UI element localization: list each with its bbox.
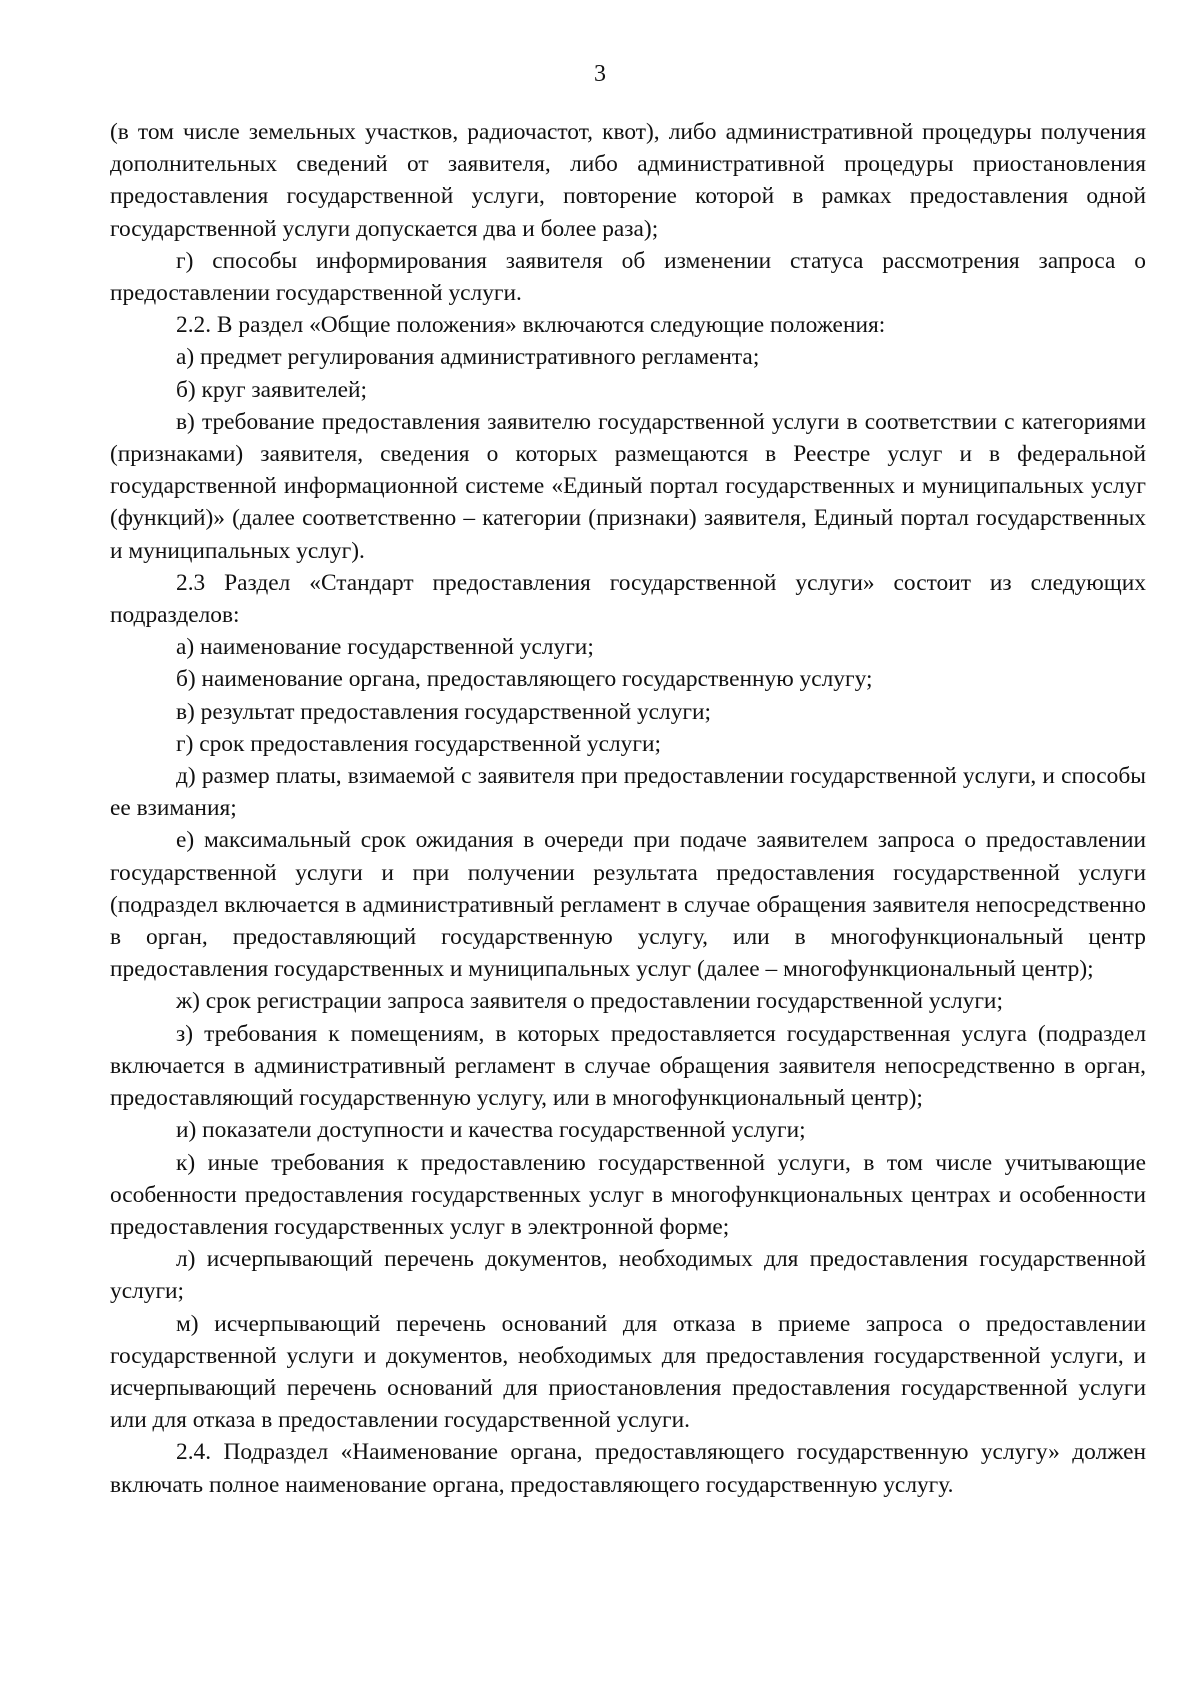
paragraph-item-a-subject: а) предмет регулирования административного регламента; (176, 344, 760, 371)
paragraph-item-k-other: к) иные требования к предоставлению государственной услуги, в том числе учитывающие особенности предоставления государственных услуг в многофункциональных центрах и особенности предоставления государственных услуг в электронной форме; (110, 1149, 1146, 1240)
page-number: 3 (594, 61, 606, 87)
paragraph-item-b-applicants: б) круг заявителей; (176, 376, 368, 403)
paragraph-continuation: (в том числе земельных участков, радиочастот, квот), либо административной процедуры получения дополнительных сведений от заявителя, либо административной процедуры приостановления предоставления государственной услуги, повторение которой в рамках предоставления одной государственной услуги допускается два и более раза); (110, 119, 1146, 242)
paragraph-item-g-term: г) срок предоставления государственной услуги; (176, 730, 661, 757)
paragraph-item-zh-registration: ж) срок регистрации запроса заявителя о предоставлении государственной услуги; (176, 988, 1003, 1015)
paragraph-section-2-4: 2.4. Подраздел «Наименование органа, предоставляющего государственную услугу» должен включать полное наименование органа, предоставляющего государственную услугу. (110, 1439, 1146, 1498)
paragraph-item-g-informing: г) способы информирования заявителя об изменении статуса рассмотрения запроса о предоставлении государственной услуги. (110, 247, 1146, 307)
paragraph-item-z-premises: з) требования к помещениям, в которых предоставляется государственная услуга (подраздел включается в административный регламент в случае обращения заявителя непосредственно в орган, предоставляющий государственную услугу, или в многофункциональный центр); (110, 1020, 1146, 1112)
paragraph-item-d-fee: д) размер платы, взимаемой с заявителя при предоставлении государственной услуги, и способы ее взимания; (110, 763, 1146, 822)
paragraph-section-2-3: 2.3 Раздел «Стандарт предоставления государственной услуги» состоит из следующих подразделов: (110, 569, 1146, 629)
paragraph-item-a-name: а) наименование государственной услуги; (176, 634, 594, 661)
paragraph-item-l-documents: л) исчерпывающий перечень документов, необходимых для предоставления государственной услуги; (110, 1246, 1146, 1305)
paragraph-item-v-requirement: в) требование предоставления заявителю государственной услуги в соответствии с категориями (признаками) заявителя, сведения о которых размещаются в Реестре услуг и в федеральной государственной информационной системе «Единый портал государственных и муниципальных услуг (функций)» (далее соответственно – категории (признаки) заявителя, Единый портал государственных и муниципальных услуг). (110, 408, 1146, 564)
paragraph-item-e-queue: е) максимальный срок ожидания в очереди при подаче заявителем запроса о предоставлении государственной услуги и при получении результата предоставления государственной услуги (подраздел включается в административный регламент в случае обращения заявителя непосредственно в орган, предоставляющий государственную услугу, или в многофункциональный центр предоставления государственных и муниципальных услуг (далее – многофункциональный центр); (110, 827, 1146, 983)
paragraph-item-m-refusal: м) исчерпывающий перечень оснований для отказа в приеме запроса о предоставлении государственной услуги и документов, необходимых для предоставления государственной услуги, и исчерпывающий перечень оснований для приостановления предоставления государственной услуги или для отказа в предоставлении государственной услуги. (110, 1310, 1146, 1434)
paragraph-section-2-2: 2.2. В раздел «Общие положения» включаются следующие положения: (176, 312, 886, 339)
document-body (110, 116, 1146, 1501)
paragraph-item-v-result: в) результат предоставления государственной услуги; (176, 698, 712, 725)
paragraph-item-i-indicators: и) показатели доступности и качества государственной услуги; (176, 1117, 806, 1144)
paragraph-item-b-authority: б) наименование органа, предоставляющего государственную услугу; (176, 666, 873, 693)
